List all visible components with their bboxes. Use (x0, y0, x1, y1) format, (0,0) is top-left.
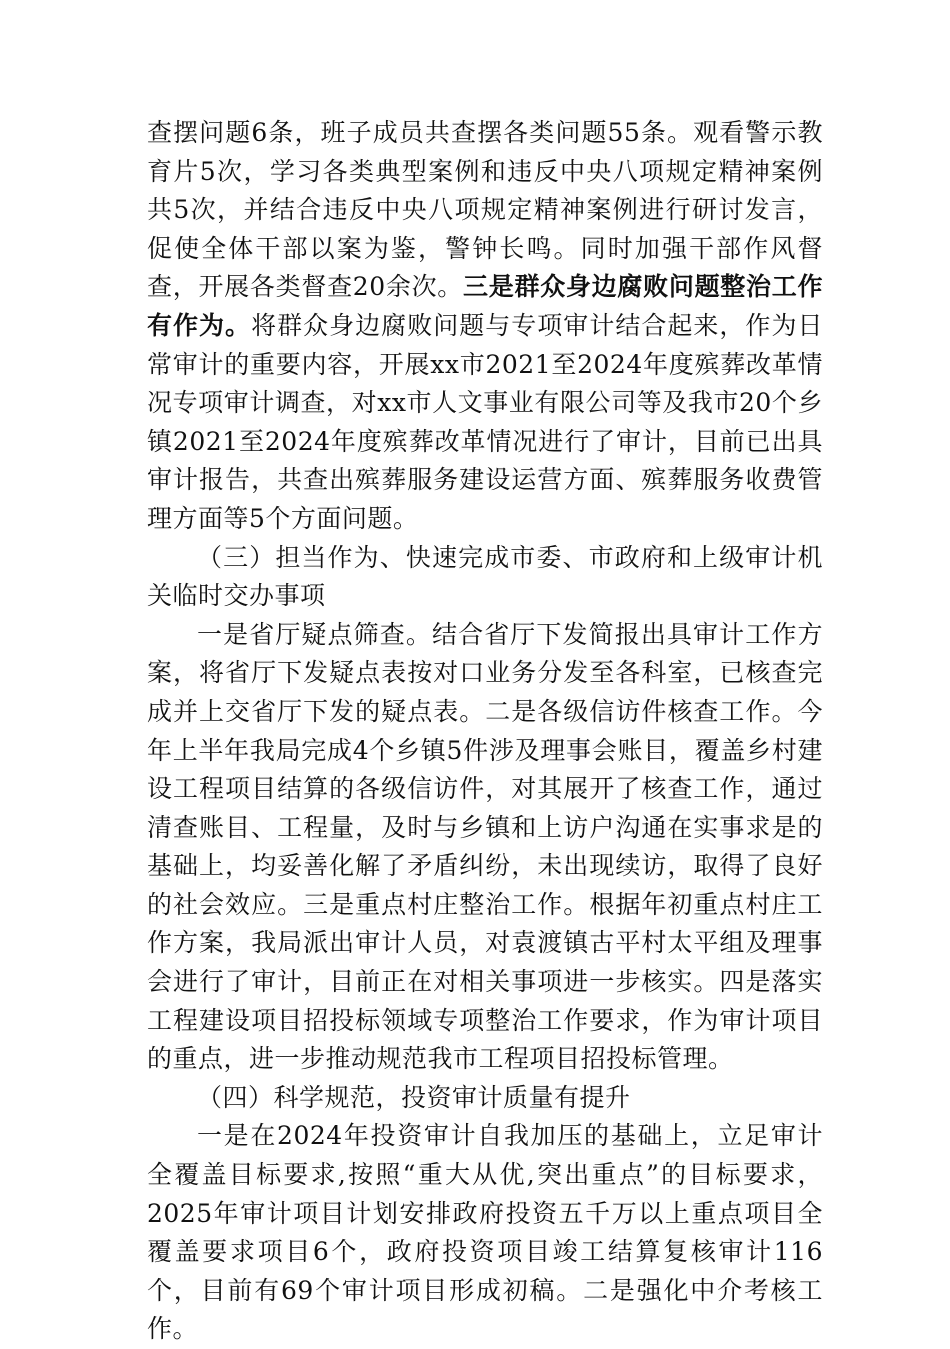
bold-subheading: 三是群众身边腐败问题整治工作有作为。 (147, 272, 823, 340)
paragraph-text: 将群众身边腐败问题与专项审计结合起来，作为日常审计的重要内容，开展xx市2021至2024年度殡葬改革情况专项审计调查，对xx市人文事业有限公司等及我市20个乡镇2021至2024年度殡葬改革情况进行了审计，目前已出具审计报告，共查出殡葬服务建设运营方面、殡葬服务收费管理方面等5个方面问题。 (147, 310, 823, 533)
section-heading-3: （三）担当作为、快速完成市委、市政府和上级审计机关临时交办事项 (147, 542, 823, 611)
section-heading-4: （四）科学规范，投资审计质量有提升 (197, 1082, 631, 1112)
paragraph-accountability (147, 114, 823, 539)
paragraph-temporary-tasks: 一是省厅疑点筛查。结合省厅下发简报出具审计工作方案，将省厅下发疑点表按对口业务分发至各科室，已核查完成并上交省厅下发的疑点表。二是各级信访件核查工作。今年上半年我局完成4个乡镇5件涉及理事会账目，覆盖乡村建设工程项目结算的各级信访件，对其展开了核查工作，通过清查账目、工程量，及时与乡镇和上访户沟通在实事求是的基础上，均妥善化解了矛盾纠纷，未出现续访，取得了良好的社会效应。三是重点村庄整治工作。根据年初重点村庄工作方案，我局派出审计人员，对袁渡镇古平村太平组及理事会进行了审计，目前正在对相关事项进一步核实。四是落实工程建设项目招投标领域专项整治工作要求，作为审计项目的重点，进一步推动规范我市工程项目招投标管理。 (147, 619, 823, 1074)
document-page (147, 114, 823, 1349)
paragraph-investment-audit: 一是在2024年投资审计自我加压的基础上，立足审计全覆盖目标要求,按照“重大从优,突出重点”的目标要求，2025年审计项目计划安排政府投资五千万以上重点项目全覆盖要求项目6个，政府投资项目竣工结算复核审计116个，目前有69个审计项目形成初稿。二是强化中介考核工作。 (147, 1121, 823, 1344)
paragraph-text: 查摆问题6条，班子成员共查摆各类问题55条。观看警示教育片5次，学习各类典型案例和违反中央八项规定精神案例共5次，并结合违反中央八项规定精神案例进行研讨发言，促使全体干部以案为鉴，警钟长鸣。同时加强干部作风督查，开展各类督查20余次。 (147, 118, 823, 302)
